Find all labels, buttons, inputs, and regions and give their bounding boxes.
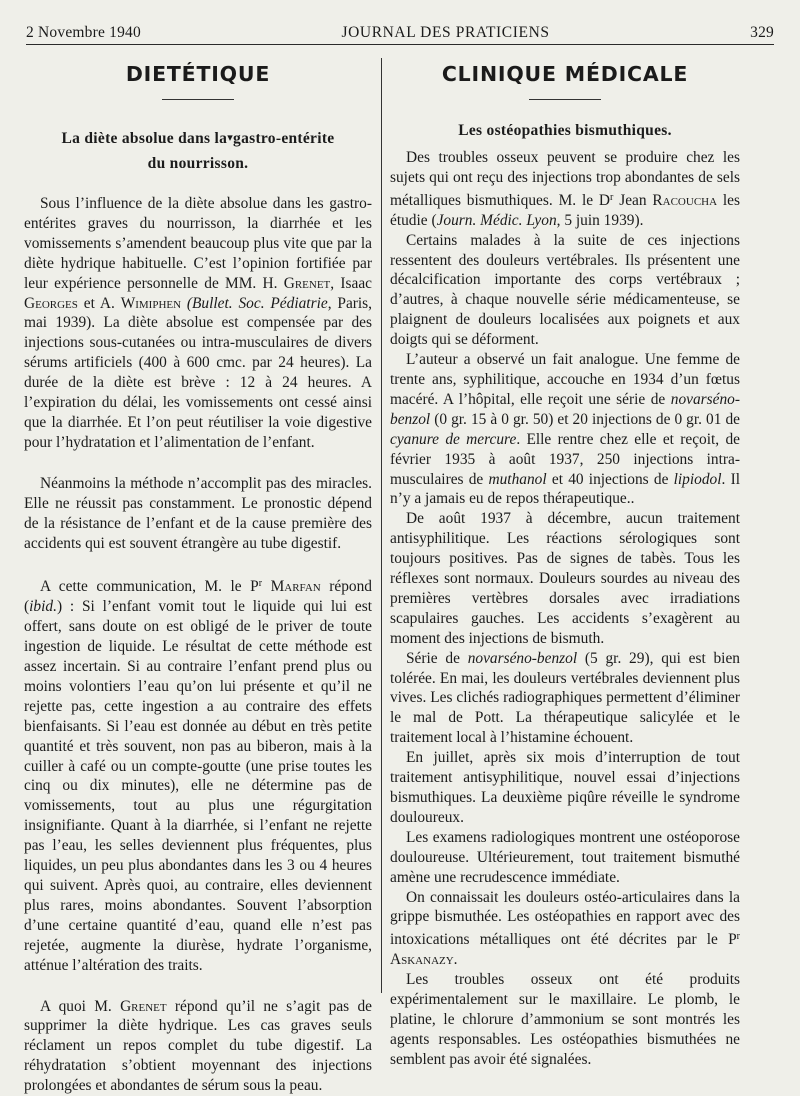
print-speck-icon: ▾: [227, 132, 234, 144]
page-header: [26, 18, 774, 45]
issue-date: 2 Novembre 1940: [26, 24, 141, 41]
paragraph-8: On connaissait les douleurs ostéo-articulaires dans la grippe bismuthée. Les ostéopathies en rapport avec des intoxications métalliques ont été décrites par le $P^r$ Askanazy.: [390, 888, 740, 969]
section-rule: [529, 99, 601, 100]
section-rule: [162, 99, 234, 100]
paragraph-7: Les examens radiologiques montrent une ostéoporose douloureuse. Ultérieurement, tout traitement bismuthé amène une recrudescence immédiate.: [390, 828, 740, 886]
page-number: 329: [750, 24, 774, 41]
paragraph-9: Les troubles osseux ont été produits expérimentalement sur le maxillaire. Le plomb, le platine, le chlorure d’ammonium se sont montrés les agents responsables. Les ostéopathies bismuthées ne semblent pas avoir été signalées.: [390, 971, 740, 1068]
article-title-osteopathies: Les ostéopathies bismuthiques.: [458, 122, 672, 139]
paragraph-4: A quoi M. Grenet répond qu’il ne s’agit pas de supprimer la diète hydrique. Les cas graves seuls réclament un repos complet du tube digestif. La réhydratation s’obtient moyennant des injections prolongées et abondantes de sérum sous la peau.: [24, 997, 372, 1095]
paragraph-3: A cette communication, M. le $P^r$ Marfan répond (ibid.) : Si l’enfant vomit tout le liquide qui lui est offert, sans doute on est obligé de le priver de toute ingestion de liquide. Le résultat de cette méthode est assez incertain. Si au contraire l’enfant prend plus ou moins volontiers l’eau qu’on lui présente et qu’il ne rejette pas, cette ingestion a au contraire des effets bienfaisants. Si l’eau est donnée au début en très petite quantité et très souvent, non pas au biberon, mais à la cuiller à café ou un compte-goutte (une prise toutes les cinq ou dix minutes), elle ne détermine pas de vomissements, tout au plus une régurgitation insignifiante. Quant à la diarrhée, si l’enfant ne rejette pas l’eau, les selles deviennent plus fréquentes, plus liquides, un peu plus abondantes dans les 3 ou 4 heures qui suivent. Après quoi, au contraire, elles deviennent plus rares, moins abondantes. Souvent l’absorption d’une certaine quantité d’eau, quand elle n’est pas rejetée, augmente la diurèse, hydrate l’organisme, atténue l’altération des traits.: [24, 578, 372, 974]
paragraph-2: Néanmoins la méthode n’accomplit pas des miracles. Elle ne réussit pas constamment. Le pronostic dépend de la résistance de l’enfant et de la cause première des accidents qui est souvent étrangère au tube digestif.: [24, 474, 372, 552]
paragraph-1: Des troubles osseux peuvent se produire chez les sujets qui ont reçu des injections trop abondantes de sels métalliques bismuthiques. M. le $D^r$ Jean Racoucha les étudie (Journ. Médic. Lyon, 5 juin 1939).: [390, 149, 741, 229]
article-title-diete: La diète absolue dans la▾gastro-entérite du nourrisson.: [61, 130, 335, 172]
paragraph-4: De août 1937 à décembre, aucun traitement antisyphilitique. Les réactions sérologiques sont toujours positives. Pas de signes de tabès. Tous les réflexes sont normaux. Douleurs sourdes au niveau des premières vertèbres dorsales avec irradiations scapulaires gauches. Les accidents s’exagèrent au moment des injections de bismuth.: [390, 510, 740, 647]
paragraph-6: En juillet, après six mois d’interruption de tout traitement antisyphilitique, nouvel essai d’injections bismuthiques. La deuxième piqûre réveille le syndrome douloureux.: [390, 749, 740, 826]
paragraph-3: L’auteur a observé un fait analogue. Une femme de trente ans, syphilitique, accouche en 1934 d’un fœtus macéré. A l’hôpital, elle reçoit une série de novarséno-benzol (0 gr. 15 à 0 gr. 50) et 20 injections de 0 gr. 01 de cyanure de mercure. Elle rentre chez elle et reçoit, de février 1935 à août 1937, 250 injections intra-musculaires de muthanol et 40 injections de lipiodol. Il n’y a jamais eu de repos thérapeutique..: [390, 351, 740, 508]
section-title-dietetique: DIETÉTIQUE: [125, 62, 271, 86]
paragraph-1: Sous l’influence de la diète absolue dans les gastro-entérites graves du nourrisson, la diarrhée et les vomissements s’amendent beaucoup plus vite que par la diète hydrique habituelle. C’est l’opinion fortifiée par leur expérience personnelle de MM. H. Grenet, Isaac Georges et A. Wimiphen (Bullet. Soc. Pédiatrie, Paris, mai 1939). La diète absolue est compensée par des injections sous-cutanées ou intra-musculaires de divers sérums artificiels (400 à 600 cmc. par 24 heures). La durée de la diète est brève : 12 à 24 heures. A l’expiration du délai, les vomissements ont cessé ainsi que la diarrhée. Et l’on peut réutiliser la voie digestive pour l’hydratation et l’alimentation de l’enfant.: [24, 195, 373, 451]
left-column: [24, 52, 373, 1095]
right-column: [390, 52, 741, 1068]
paragraph-2: Certains malades à la suite de ces injections ressentent des douleurs vertébrales. Ils présentent une décalcification importante des corps vertébraux ; d’autres, à chaque nouvelle série médicamenteuse, se plaignent de douleurs localisées aux poignets et aux doigts qui se déforment.: [390, 231, 740, 349]
journal-title: JOURNAL DES PRATICIENS: [341, 24, 550, 41]
section-title-clinique: CLINIQUE MÉDICALE: [441, 62, 689, 86]
paragraph-5: Série de novarséno-benzol (5 gr. 29), qui est bien tolérée. En mai, les douleurs vertébrales deviennent plus vives. Les clichés radiographiques permettent d’éliminer le mal de Pott. La thérapeutique salicylée et le traitement local à l’histamine échouent.: [390, 649, 740, 747]
column-divider: [381, 58, 382, 993]
